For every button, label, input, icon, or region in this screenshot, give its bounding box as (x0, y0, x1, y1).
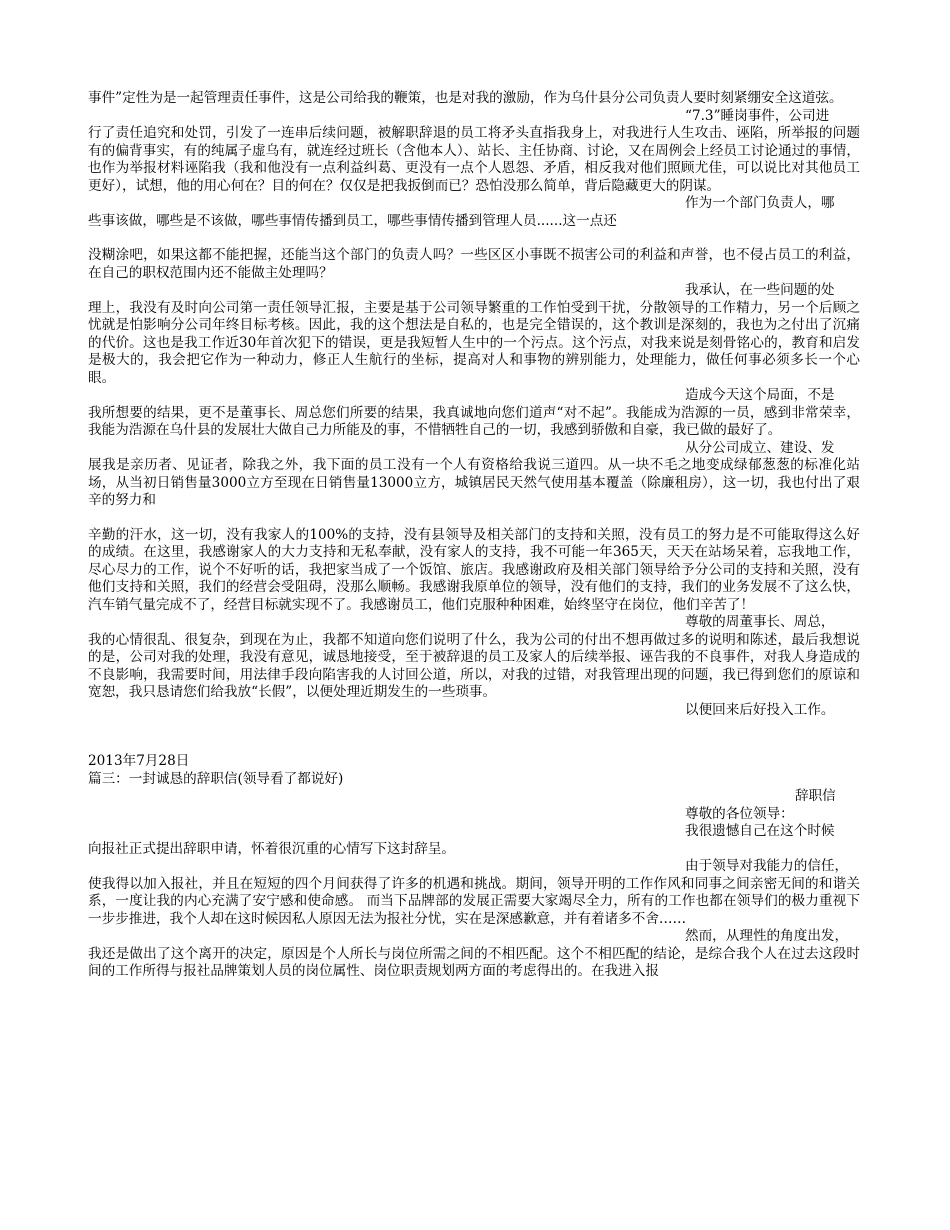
paragraph (88, 823, 860, 858)
paragraph-lead: 我承认，在一些问题的处 (685, 282, 835, 298)
paragraph-body: 些事该做，哪些是不该做，哪些事情传播到员工，哪些事情传播到管理人员......这一点还 (88, 212, 617, 229)
closing-line: 以便回来后好投入工作。 (685, 701, 835, 718)
paragraph-lead: 由于领导对我能力的信任， (685, 858, 849, 874)
paragraph (88, 195, 860, 230)
paragraph-lead: 从分公司成立、建设、发 (685, 439, 835, 456)
paragraph-lead: 作为一个部门负责人，哪 (685, 195, 835, 211)
paragraph-body: 向报社正式提出辞职申请，怀着很沉重的心情写下这封辞呈。 (88, 840, 456, 857)
page-break-gap (88, 230, 860, 247)
paragraph-body: 展我是亲历者、见证者，除我之外，我下面的员工没有一个人有资格给我说三道四。从一块不毛之地变成绿郁葱葱的标准化站场，从当初日销售量3000立方至现在日销售量13000立方，城镇居民天然气使用基本覆盖（除廉租房），这一切，我也付出了艰辛的努力和 (88, 457, 860, 508)
paragraph (88, 440, 860, 510)
paragraph-body: 我还是做出了这个离开的决定，原因是个人所长与岗位所需之间的不相匹配。这个不相匹配的结论，是综合我个人在过去这段时间的工作所得与报社品牌策划人员的岗位属性、岗位职责规划两方面的考虑得出的。在我进入报 (88, 945, 860, 979)
paragraph-body: 使我得以加入报社，并且在短短的四个月间获得了许多的机遇和挑战。期间，领导开明的工作作风和同事之间亲密无间的和谐关系，一度让我的内心充满了安宁感和使命感。 而当下品牌部的发展正需要大家竭尽全力，所有的工作也都在领导们的极力重视下一步步推进，我个人却在这时候因私人原因无法为报社分忧，实在是深感歉意，并有着诸多不舍…… (88, 875, 860, 927)
date-line: 2013年7月28日 (88, 753, 190, 769)
letter-title: 辞职信 (795, 788, 836, 804)
paragraph-body: 理上，我没有及时向公司第一责任领导汇报，主要是基于公司领导繁重的工作怕受到干扰，分散领导的工作精力，另一个后顾之忧就是怕影响分公司年终目标考核。因此，我的这个想法是自私的，也是完全错误的，这个教训是深刻的，我也为之付出了沉痛的代价。这也是我工作近30年首次犯下的错误，更是我短暂人生中的一个污点。这个污点，对我来说是刻骨铭心的，教育和启发是极大的，我会把它作为一种动力，修正人生航行的坐标，提高对人和事物的辨别能力，处理能力，做任何事必须多长一个心眼。 (88, 299, 860, 386)
paragraph-body: 行了责任追究和处罚，引发了一连串后续问题，被解职辞退的员工将矛头直指我身上，对我进行人生攻击、诬陷，所举报的问题有的偏背事实，有的纯属子虚乌有，就连经过班长（含他本人）、站长、主任协商、讨论，又在周例会上经员工讨论通过的事情，也作为举报材料诬陷我（我和他没有一点利益纠葛、更没有一点个人恩怨、矛盾，相反我对他们照顾尤佳，可以说比对其他员工更好），试想，他的用心何在？目的何在？仅仅是把我扳倒而已？恐怕没那么简单，背后隐藏更大的阴谋。 (88, 125, 860, 194)
section-heading: 篇三：一封诚恳的辞职信(领导看了都说好) (88, 770, 344, 787)
paragraph (88, 858, 860, 928)
page-break-gap (88, 510, 860, 527)
paragraph-body: 我所想要的结果，更不是董事长、周总您们所要的结果，我真诚地向您们道声“对不起”。我能成为浩源的一员，感到非常荣幸，我能为浩源在乌什县的发展壮大做自己力所能及的事，不惜牺牲自己的一切，我感到骄傲和自豪，我已做的最好了。 (88, 404, 860, 438)
paragraph: 没糊涂吧，如果这都不能把握，还能当这个部门的负责人吗？一些区区小事既不损害公司的利益和声誉，也不侵占员工的利益，在自己的职权范围内还不能做主处理吗？ (88, 247, 860, 281)
paragraph: 事件”定性为是一起管理责任事件，这是公司给我的鞭策，也是对我的激励，作为乌什县分公司负责人要时刻紧绷安全这道弦。 (88, 90, 843, 106)
paragraph-lead: 尊敬的周董事长、周总， (685, 614, 835, 630)
paragraph-body: 我的心情很乱、很复杂，到现在为止，我都不知道向您们说明了什么，我为公司的付出不想再做过多的说明和陈述，最后我想说的是，公司对我的处理，我没有意见，诚恳地接受，至于被辞退的员工及家人的后续举报、诬告我的不良事件，对我人身造成的不良影响，我需要时间，用法律手段向陷害我的人讨回公道，所以，对我的过错，对我管理出现的问题，我已得到您们的原谅和宽恕，我只恳请您们给我放“长假”，以便处理近期发生的一些琐事。 (88, 631, 860, 700)
spacer (88, 719, 860, 753)
paragraph-lead: 我很遗憾自己在这个时候 (685, 823, 835, 839)
paragraph (88, 614, 860, 702)
paragraph-lead: 造成今天这个局面，不是 (685, 387, 835, 403)
document-page (88, 90, 860, 981)
paragraph (88, 108, 860, 196)
paragraph-lead: “7.3”睡岗事件，公司进 (685, 107, 830, 124)
paragraph: 辛勤的汗水，这一切，没有我家人的100%的支持，没有县领导及相关部门的支持和关照，没有员工的努力是不可能取得这么好的成绩。在这里，我感谢家人的大力支持和无私奉献，没有家人的支持，我不可能一年365天，天天在站场呆着，忘我地工作，尽心尽力的工作，说个不好听的话，我把家当成了一个饭馆、旅店。我感谢政府及相关部门领导给予分公司的支持和关照，没有他们支持和关照，我们的经营会受阻碍，没那么顺畅。我感谢我原单位的领导，没有他们的支持，我们的业务发展不了这么快，汽车销气量完成不了，经营目标就实现不了。我感谢员工，他们克服种种困难，始终坚守在岗位，他们辛苦了！ (88, 526, 860, 613)
paragraph (88, 928, 860, 981)
letter-salutation: 尊敬的各位领导： (685, 805, 794, 822)
paragraph (88, 282, 860, 387)
paragraph (88, 387, 860, 440)
paragraph-lead: 然而，从理性的角度出发， (685, 928, 849, 944)
